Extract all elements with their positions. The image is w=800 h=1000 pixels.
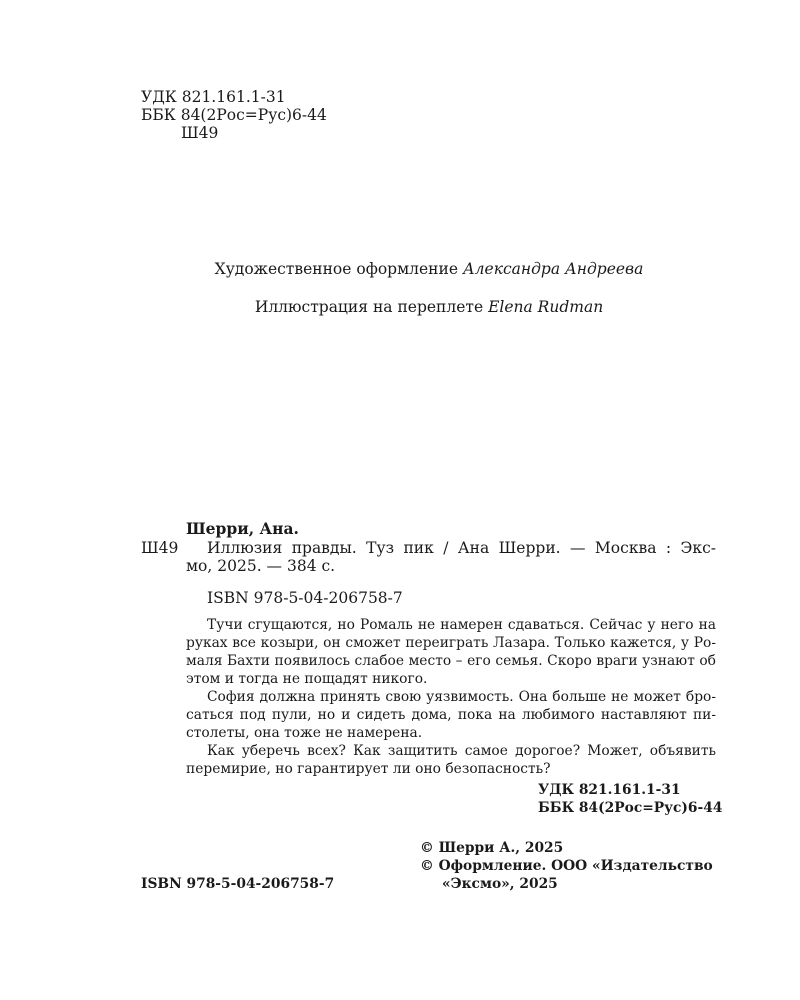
catalog-isbn: ISBN 978-5-04-206758-7 [207,589,403,607]
cover-illustration-credit [0,300,800,316]
copyright-design-line-2: «Эксмо», 2025 [442,876,558,892]
catalog-bbk-code: ББК 84(2Рос=Рус)6-44 [538,800,723,816]
catalog-author: Шерри, Ана. [186,519,299,538]
catalog-title-line-1: Иллюзия правды. Туз пик / Ана Шерри. — Москва : Экс- [207,539,716,557]
art-design-name: Александра Андреева [462,260,644,278]
annotation-line: саться под пули, но и сидеть дома, пока на любимого наставляют пи- [186,707,716,723]
cover-illustration-label: Иллюстрация на переплете [254,298,484,316]
udk-code: УДК 821.161.1-31 [141,88,286,106]
bbk-code: ББК 84(2Рос=Рус)6-44 [141,106,327,124]
annotation-line: этом и тогда не пощадят никого. [186,671,428,687]
catalog-title-line-2: мо, 2025. — 384 с. [186,557,336,575]
annotation-line: Тучи сгущаются, но Ромаль не намерен сдаваться. Сейчас у него на [207,617,716,633]
annotation-line: маля Бахти появилось слабое место – его семья. Скоро враги узнают об [186,653,716,669]
copyright-design-line-1: © Оформление. ООО «Издательство [420,858,713,874]
art-design-label: Художественное оформление [214,260,458,278]
footer-isbn: ISBN 978-5-04-206758-7 [141,876,335,892]
catalog-udk-code: УДК 821.161.1-31 [538,782,681,798]
annotation-line: руках все козыри, он сможет переиграть Лазара. Только кажется, у Ро- [186,635,716,651]
art-design-credit [0,262,800,278]
catalog-mark: Ш49 [141,539,179,557]
annotation-line: София должна принять свою уязвимость. Она больше не может бро- [207,689,716,705]
cover-illustration-name: Elena Rudman [488,298,604,316]
annotation-line: перемирие, но гарантирует ли оно безопасность? [186,761,551,777]
author-mark: Ш49 [181,124,219,142]
copyright-author: © Шерри А., 2025 [420,840,564,856]
annotation-line: столеты, она тоже не намерена. [186,725,423,741]
annotation-line: Как уберечь всех? Как защитить самое дорогое? Может, объявить [207,743,716,759]
